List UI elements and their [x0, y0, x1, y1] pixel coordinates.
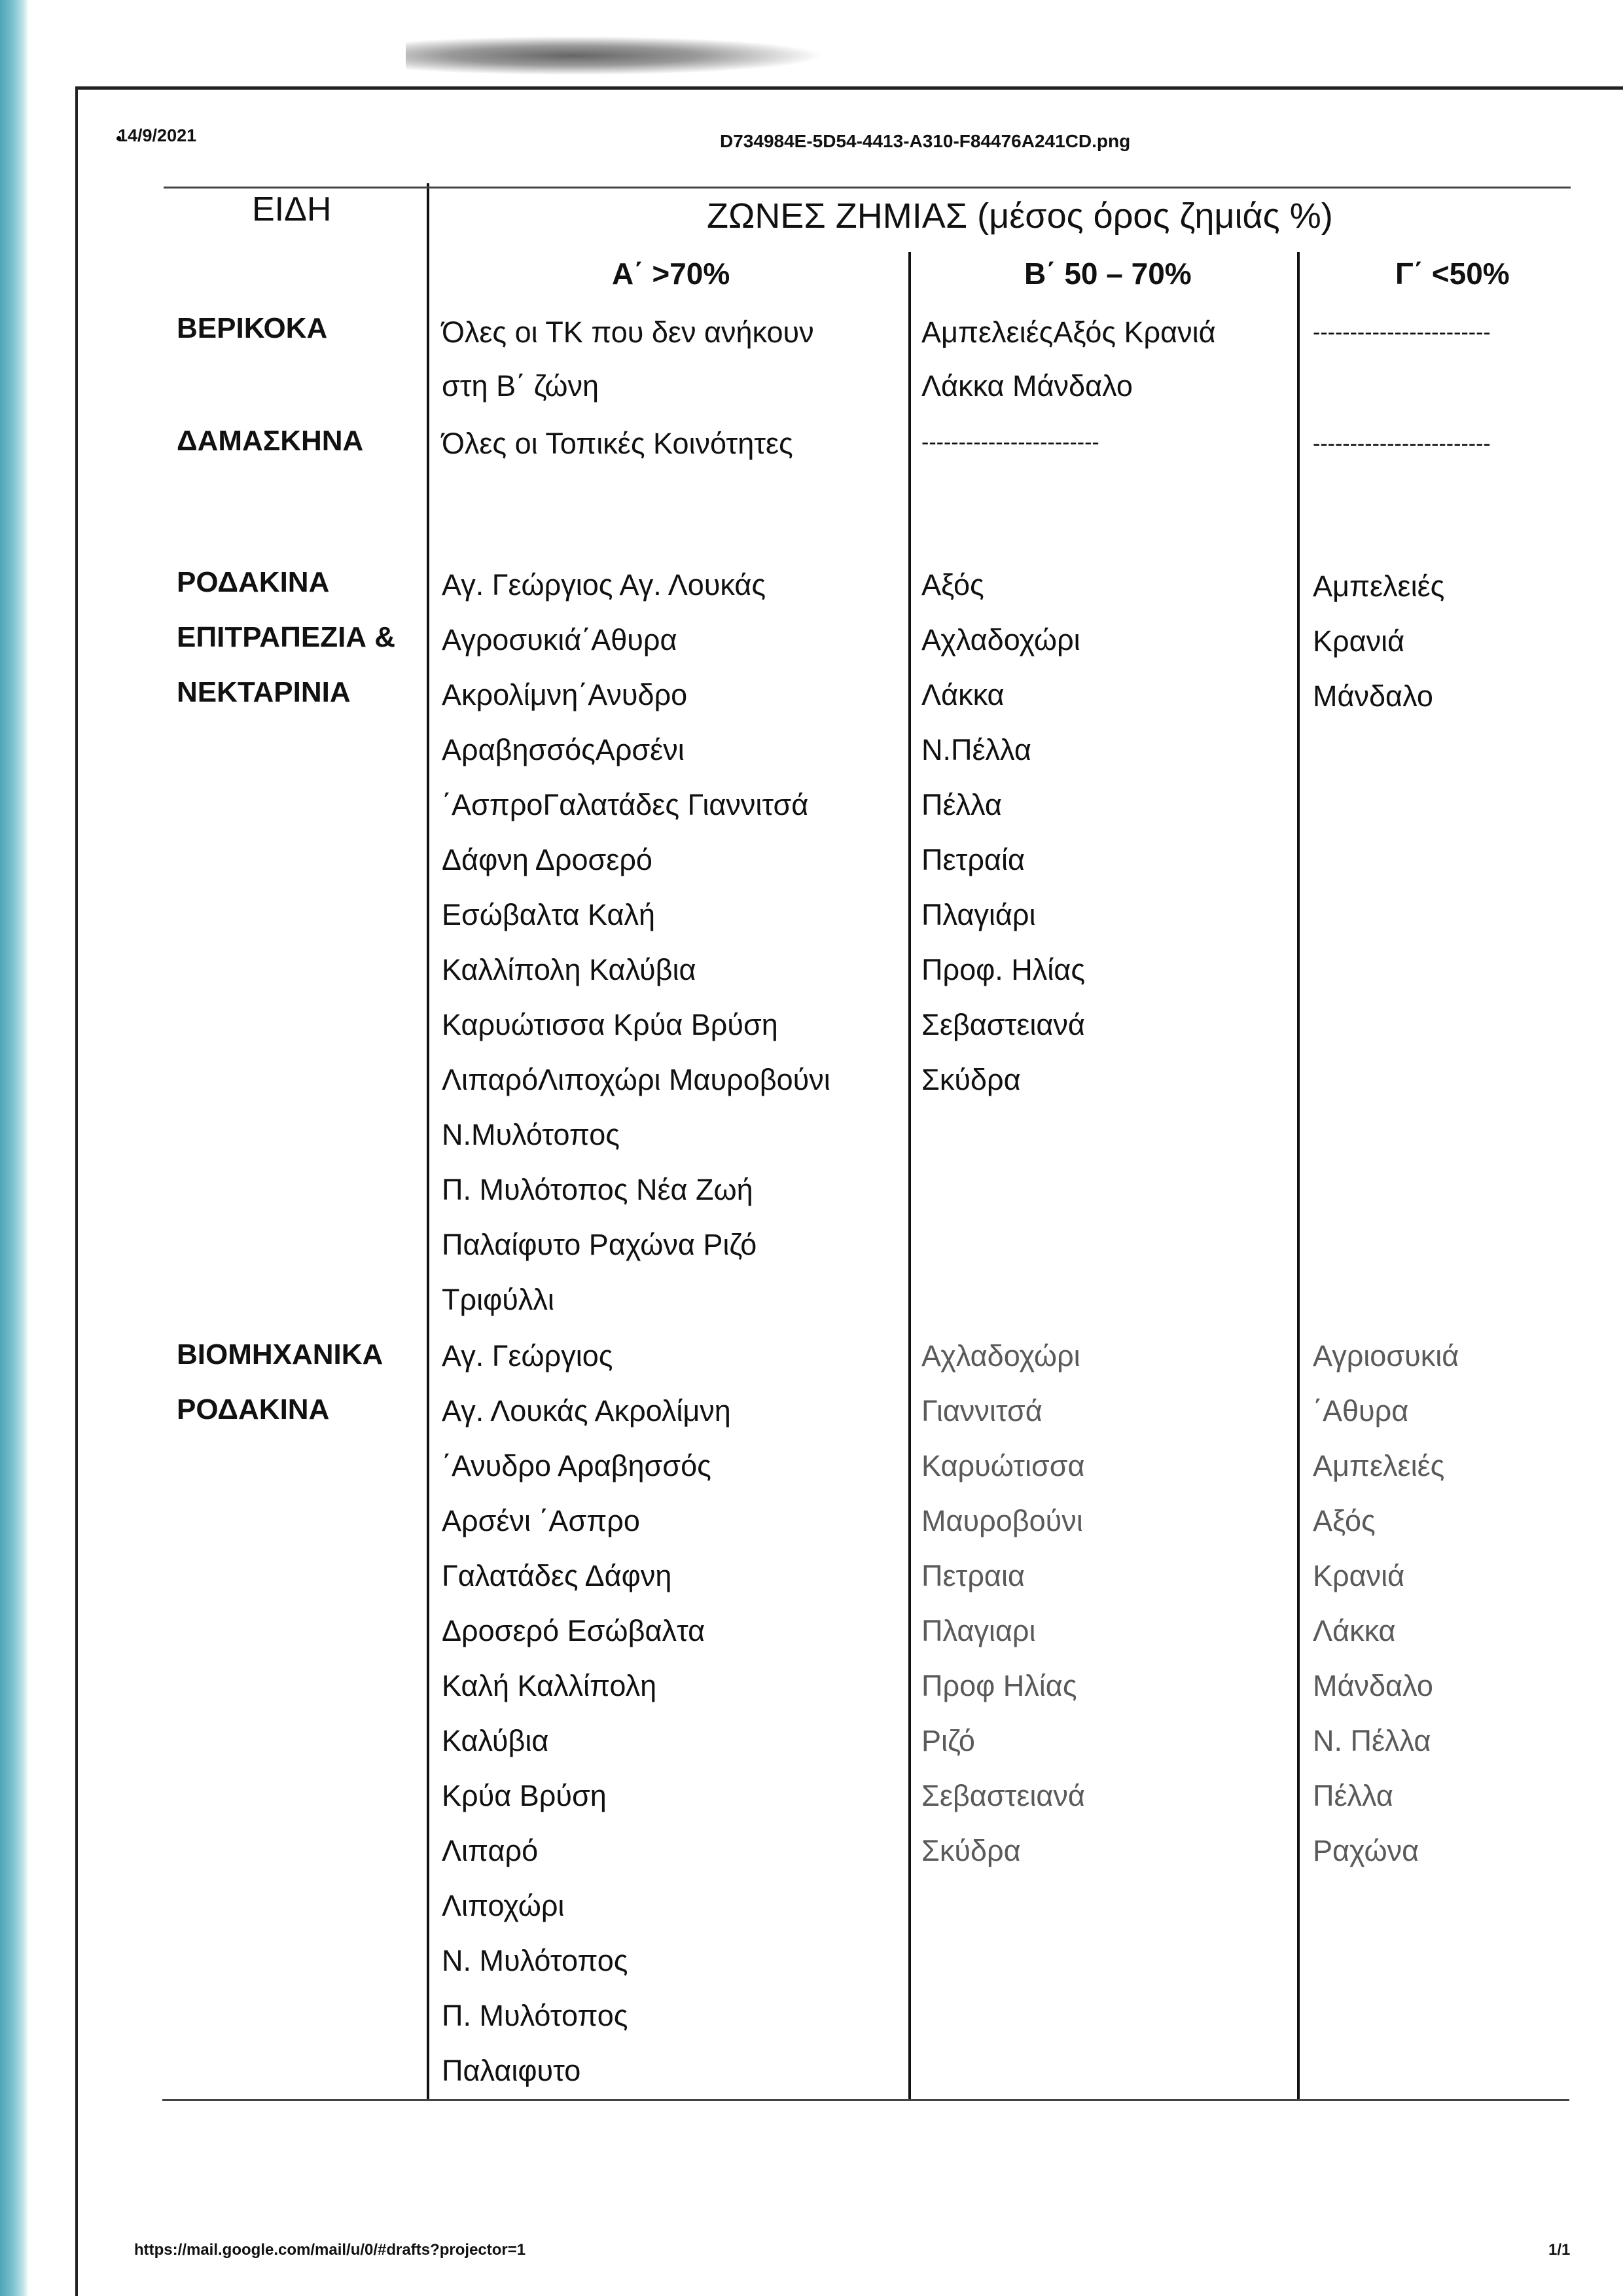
industrial-zone-b-item-6: Πλαγιαρι [921, 1614, 1036, 1647]
peaches-zone-a-item-13: Παλαίφυτο Ραχώνα Ριζό [442, 1228, 757, 1261]
industrial-zone-a-item-10: Λιπαρό [442, 1834, 539, 1867]
industrial-zone-c-item-3: Αμπελειές [1313, 1449, 1445, 1482]
peaches-zone-a-item-5: ΄ΑσπροΓαλατάδες Γιαννιτσά [442, 788, 809, 821]
column-header-zones: ΖΩΝΕΣ ΖΗΜΙΑΣ (μέσος όρος ζημιάς %) [707, 196, 1333, 236]
industrial-zone-b-item-4: Μαυροβούνι [921, 1504, 1083, 1537]
peaches-zone-a-item-1: Αγ. Γεώργιος Αγ. Λουκάς [442, 568, 766, 601]
footer-page-number: 1/1 [1548, 2241, 1571, 2259]
table-divider-3 [1297, 252, 1300, 2101]
scan-smudge [406, 36, 825, 75]
print-filename: D734984E-5D54-4413-A310-F84476A241CD.png [720, 131, 1131, 151]
industrial-zone-a-item-5: Γαλατάδες Δάφνη [442, 1559, 672, 1592]
industrial-zone-a-item-4: Αρσένι ΄Ασπρο [442, 1504, 640, 1537]
peaches-zone-c-item-1: Αμπελειές [1313, 569, 1445, 603]
peaches-zone-a-item-3: Ακρολίμνη΄Ανυδρο [442, 678, 688, 711]
industrial-zone-a-item-7: Καλή Καλλίπολη [442, 1669, 657, 1702]
industrial-zone-c-item-5: Κρανιά [1313, 1559, 1405, 1592]
peaches-zone-c-item-3: Μάνδαλο [1313, 679, 1433, 713]
peaches-zone-a-item-10: ΛιπαρόΛιποχώρι Μαυροβούνι [442, 1063, 830, 1096]
peaches-zone-a-item-14: Τριφύλλι [442, 1283, 554, 1316]
peaches-zone-a-item-9: Καρυώτισσα Κρύα Βρύση [442, 1008, 778, 1041]
peaches-zone-a-item-4: ΑραβησσόςΑρσένι [442, 733, 685, 766]
industrial-zone-b-item-10: Σκύδρα [921, 1834, 1021, 1867]
industrial-zone-c-item-2: ΄Αθυρα [1313, 1394, 1409, 1427]
footer-url: https://mail.google.com/mail/u/0/#drafts?projector=1 [134, 2241, 526, 2259]
species-industrial-line-1: ΒΙΟΜΗΧΑΝΙΚΑ [177, 1338, 383, 1371]
species-apricots: ΒΕΡΙΚΟΚΑ [177, 312, 328, 344]
industrial-zone-c-item-8: Ν. Πέλλα [1313, 1724, 1431, 1757]
peaches-zone-b-item-8: Προφ. Ηλίας [921, 953, 1086, 986]
peaches-zone-a-item-12: Π. Μυλότοπος Νέα Ζωή [442, 1173, 753, 1206]
print-date: 14/9/2021 [118, 126, 197, 145]
peaches-zone-b-item-2: Αχλαδοχώρι [921, 623, 1080, 656]
species-peaches-line-3: ΝΕΚΤΑΡΙΝΙΑ [177, 676, 351, 708]
industrial-zone-b-item-3: Καρυώτισσα [921, 1449, 1085, 1482]
species-industrial-line-2: ΡΟΔΑΚΙΝΑ [177, 1393, 330, 1426]
industrial-zone-a-item-9: Κρύα Βρύση [442, 1779, 607, 1812]
industrial-zone-a-item-13: Π. Μυλότοπος [442, 1999, 628, 2032]
industrial-zone-a-item-8: Καλύβια [442, 1724, 549, 1757]
peaches-zone-a-item-11: Ν.Μυλότοπος [442, 1118, 620, 1151]
peaches-zone-c-item-2: Κρανιά [1313, 624, 1405, 658]
industrial-zone-a-item-14: Παλαιφυτο [442, 2054, 581, 2087]
apricots-zone-a-line-1: Όλες οι ΤΚ που δεν ανήκουν [442, 315, 814, 349]
industrial-zone-a-item-11: Λιποχώρι [442, 1889, 565, 1922]
species-peaches-line-2: ΕΠΙΤΡΑΠΕΖΙΑ & [177, 621, 396, 653]
plums-zone-c-empty: ------------------------ [1313, 431, 1491, 456]
peaches-zone-b-item-7: Πλαγιάρι [921, 898, 1036, 931]
column-header-species: ΕΙΔΗ [252, 190, 332, 228]
industrial-zone-c-item-1: Αγριοσυκιά [1313, 1339, 1459, 1372]
peaches-zone-b-item-5: Πέλλα [921, 788, 1002, 821]
table-divider-2 [908, 252, 911, 2101]
industrial-zone-b-item-5: Πετραια [921, 1559, 1025, 1592]
peaches-zone-b-item-10: Σκύδρα [921, 1063, 1021, 1096]
species-plums: ΔΑΜΑΣΚΗΝΑ [177, 425, 364, 457]
zone-b-header: Β΄ 50 – 70% [1024, 257, 1192, 291]
peaches-zone-b-item-3: Λάκκα [921, 678, 1005, 711]
apricots-zone-a-line-2: στη Β΄ ζώνη [442, 369, 599, 403]
industrial-zone-b-item-1: Αχλαδοχώρι [921, 1339, 1080, 1372]
industrial-zone-b-item-9: Σεβαστειανά [921, 1779, 1085, 1812]
industrial-zone-a-item-3: ΄Ανυδρο Αραβησσός [442, 1449, 711, 1482]
industrial-zone-b-item-2: Γιαννιτσά [921, 1394, 1043, 1427]
industrial-zone-b-item-7: Προφ Ηλίας [921, 1669, 1077, 1702]
industrial-zone-a-item-2: Αγ. Λουκάς Ακρολίμνη [442, 1394, 731, 1427]
industrial-zone-c-item-10: Ραχώνα [1313, 1834, 1419, 1867]
peaches-zone-b-item-4: Ν.Πέλλα [921, 733, 1031, 766]
industrial-zone-a-item-12: Ν. Μυλότοπος [442, 1944, 628, 1977]
peaches-zone-a-item-6: Δάφνη Δροσερό [442, 843, 652, 876]
peaches-zone-b-item-1: Αξός [921, 568, 984, 601]
peaches-zone-b-item-9: Σεβαστειανά [921, 1008, 1085, 1041]
table-bottom-line [162, 2099, 1569, 2101]
industrial-zone-b-item-8: Ριζό [921, 1724, 975, 1757]
apricots-zone-c-empty: ------------------------ [1313, 320, 1491, 345]
industrial-zone-a-item-6: Δροσερό Εσώβαλτα [442, 1614, 705, 1647]
peaches-zone-a-item-7: Εσώβαλτα Καλή [442, 898, 655, 931]
zone-c-header: Γ΄ <50% [1395, 257, 1510, 291]
industrial-zone-c-item-6: Λάκκα [1313, 1614, 1396, 1647]
industrial-zone-a-item-1: Αγ. Γεώργιος [442, 1339, 613, 1372]
industrial-zone-c-item-7: Μάνδαλο [1313, 1669, 1433, 1702]
scan-edge [0, 0, 29, 2296]
apricots-zone-b-line-1: ΑμπελειέςΑξός Κρανιά [921, 315, 1216, 349]
apricots-zone-b-line-2: Λάκκα Μάνδαλο [921, 369, 1133, 403]
industrial-zone-c-item-4: Αξός [1313, 1504, 1376, 1537]
peaches-zone-b-item-6: Πετραία [921, 843, 1025, 876]
plums-zone-a: Όλες οι Τοπικές Κοινότητες [442, 427, 793, 460]
species-peaches-line-1: ΡΟΔΑΚΙΝΑ [177, 566, 330, 598]
page-frame-top [75, 86, 1623, 90]
table-divider-1 [427, 183, 429, 2101]
peaches-zone-a-item-8: Καλλίπολη Καλύβια [442, 953, 696, 986]
zone-a-header: Α΄ >70% [612, 257, 730, 291]
page-frame-left [75, 86, 78, 2296]
peaches-zone-a-item-2: Αγροσυκιά΄Αθυρα [442, 623, 677, 656]
industrial-zone-c-item-9: Πέλλα [1313, 1779, 1393, 1812]
plums-zone-b-empty: ------------------------ [921, 430, 1099, 455]
